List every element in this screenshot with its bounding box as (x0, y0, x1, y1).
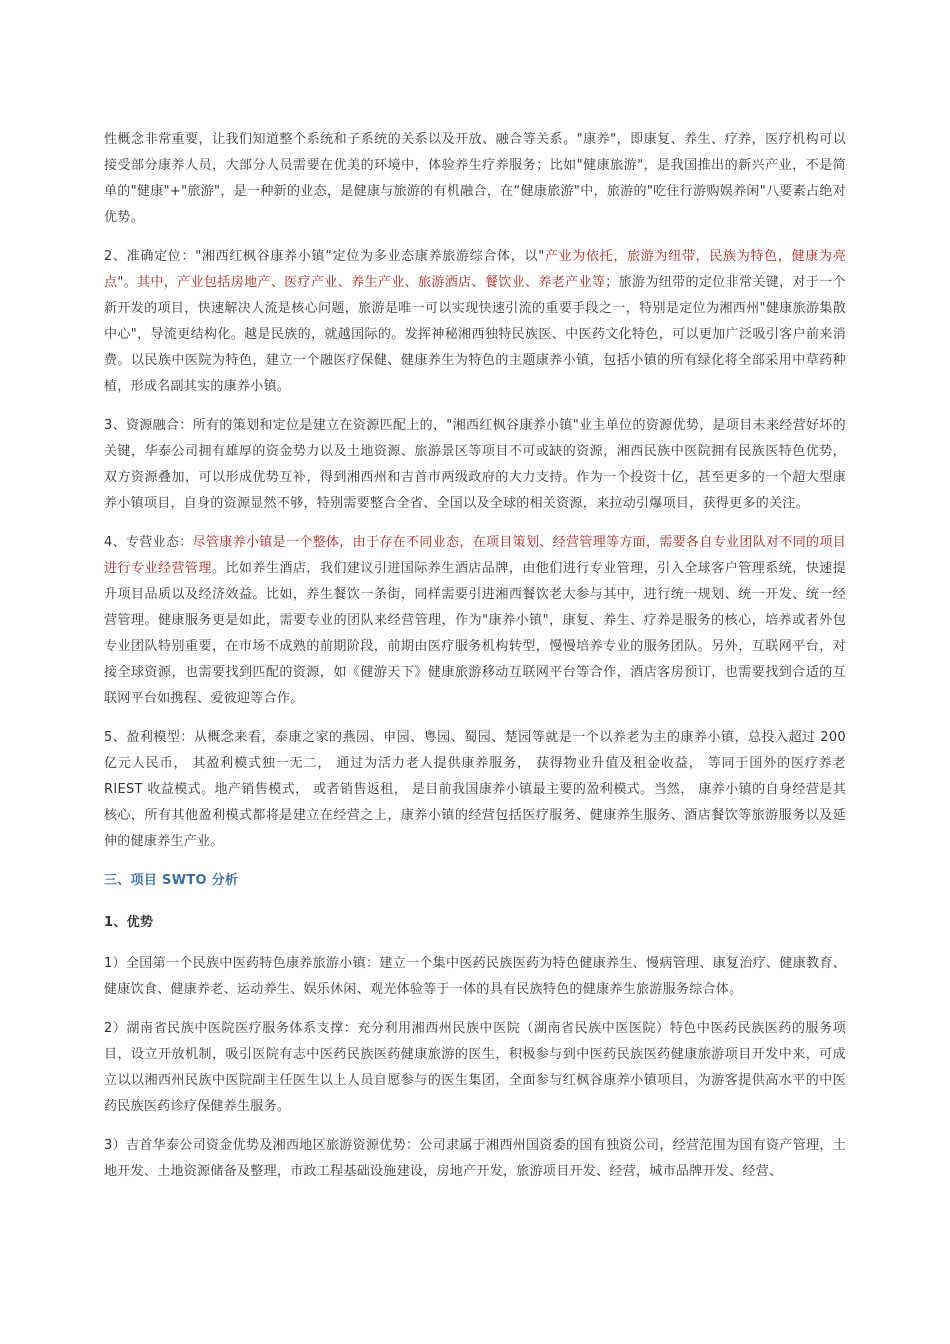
advantage-item-3: 3）吉首华泰公司资金优势及湘西地区旅游资源优势：公司隶属于湘西州国资委的国有独资公司，经营范围为国有资产管理，土地开发、土地资源储备及整理，市政工程基础设施建设，房地产开发，旅游项目开发、经营，城市品牌开发、经营、 (104, 1138, 846, 1179)
paragraph-4-operations (104, 530, 846, 712)
paragraph-2-highlight-1: 产业为依托，旅游为纽带，民族为特色，健康为亮点 (104, 249, 846, 290)
advantage-item-1: 1）全国第一个民族中医药特色康养旅游小镇：建立一个集中医药民族医药为特色健康养生、慢病管理、康复治疗、健康教育、健康饮食、健康养老、运动养生、娱乐休闲、观光体验等于一体的具有民族特色的健康养生旅游服务综合体。 (104, 956, 846, 997)
paragraph-4-intro: 4、专营业态： (104, 535, 193, 550)
paragraph-5-profit-model: 5、盈利模型：从概念来看，泰康之家的燕园、申园、粤园、蜀园、楚园等就是一个以养老为主的康养小镇，总投入超过 200 亿元人民币， 其盈利模式独一无二， 通过为活力老人提供康养服务， 获得物业升值及租金收益， 等同于国外的医疗养老 RIEST 收益模式。地产销售模式， 或者销售返租， 是目前我国康养小镇最主要的盈利模式。当然， 康养小镇的自身经营是其核心，所有其他盈利模式都将是建立在经营之上，康养小镇的经营包括医疗服务、健康养生服务、酒店餐饮等旅游服务以及延伸的健康养生产业。 (104, 730, 846, 849)
paragraph-2-highlight-2: 其中，产业包括房地产、医疗产业、养生产业、旅游酒店、餐饮业、养老产业等 (137, 275, 606, 290)
subheading-advantages: 1、优势 (104, 915, 154, 930)
paragraph-3-resources: 3、资源融合：所有的策划和定位是建立在资源匹配上的，"湘西红枫谷康养小镇"业主单位的资源优势，是项目未来经营好坏的关键，华泰公司拥有雄厚的资金势力以及土地资源、旅游景区等项目不可或缺的资源，湘西民族中医院拥有民族医特色优势，双方资源叠加，可以形成优势互补，得到湘西州和吉首市两级政府的大力支持。作为一个投资十亿，甚至更多的一个超大型康养小镇项目，自身的资源显然不够，特别需要整合全省、全国以及全球的相关资源，来拉动引爆项目，获得更多的关注。 (104, 418, 846, 511)
paragraph-1: 性概念非常重要，让我们知道整个系统和子系统的关系以及开放、融合等关系。"康养"，即康复、养生、疗养，医疗机构可以接受部分康养人员，大部分人员需要在优美的环境中，体验养生疗养服务；比如"健康旅游"，是我国推出的新兴产业，不是简单的"健康"+"旅游"，是一种新的业态，是健康与旅游的有机融合，在“健康旅游"中，旅游的"吃住行游购娱养闲"八要素占绝对优势。 (104, 132, 846, 225)
section-heading-swot: 三、项目 SWTO 分析 (104, 873, 239, 888)
document-page (104, 127, 846, 1198)
paragraph-4-body: 。比如养生酒店，我们建议引进国际养生酒店品牌，由他们进行专业管理，引入全球客户管理系统，快速提升项目品质以及经济效益。比如，养生餐饮一条街，同样需要引进湘西餐饮老大参与其中，进行统一规划、统一开发、统一经营管理。健康服务更是如此，需要专业的团队来经营管理，作为"康养小镇"，康复、养生、疗养是服务的核心，培养或者外包专业团队特别重要，在市场不成熟的前期阶段，前期由医疗服务机构转型，慢慢培养专业的服务团队。另外，互联网平台，对接全球资源，也需要找到匹配的资源，如《健游天下》健康旅游移动互联网平台等合作，酒店客房预订，也需要找到合适的互联网平台如携程、爱彼迎等合作。 (104, 561, 847, 706)
paragraph-2-intro: 2、准确定位："湘西红枫谷康养小镇”定位为多业态康养旅游综合体，以" (104, 249, 545, 264)
paragraph-2-positioning (104, 244, 846, 400)
paragraph-2-quote-end: "。 (117, 275, 138, 290)
paragraph-2-body: ；旅游为纽带的定位非常关键，对于一个新开发的项目，快速解决人流是核心问题，旅游是唯一可以实现快速引流的重要手段之一，特别是定位为湘西州"健康旅游集散中心"，导流更结构化。越是民族的，就越国际的。发挥神秘湘西独特民族医、中医药文化特色，可以更加广泛吸引客户前来消费。以民族中医院为特色，建立一个融医疗保健、健康养生为特色的主题康养小镇，包括小镇的所有绿化将全部采用中草药种植，形成名副其实的康养小镇。 (104, 275, 846, 394)
paragraph-4-highlight: 尽管康养小镇是一个整体，由于存在不同业态，在项目策划、经营管理等方面，需要各自专业团队对不同的项目进行专业经营管理 (104, 535, 847, 576)
advantage-item-2: 2）湖南省民族中医院医疗服务体系支撑：充分利用湘西州民族中医院（湖南省民族中医医院）特色中医药民族医药的服务项目，设立开放机制，吸引医院有志中医药民族医药健康旅游的医生，积极参与到中医药民族医药健康旅游项目开发中来，可成立以以湘西州民族中医院副主任医生以上人员自愿参与的医生集团，全面参与红枫谷康养小镇项目，为游客提供高水平的中医药民族医药诊疗保健养生服务。 (104, 1021, 846, 1114)
